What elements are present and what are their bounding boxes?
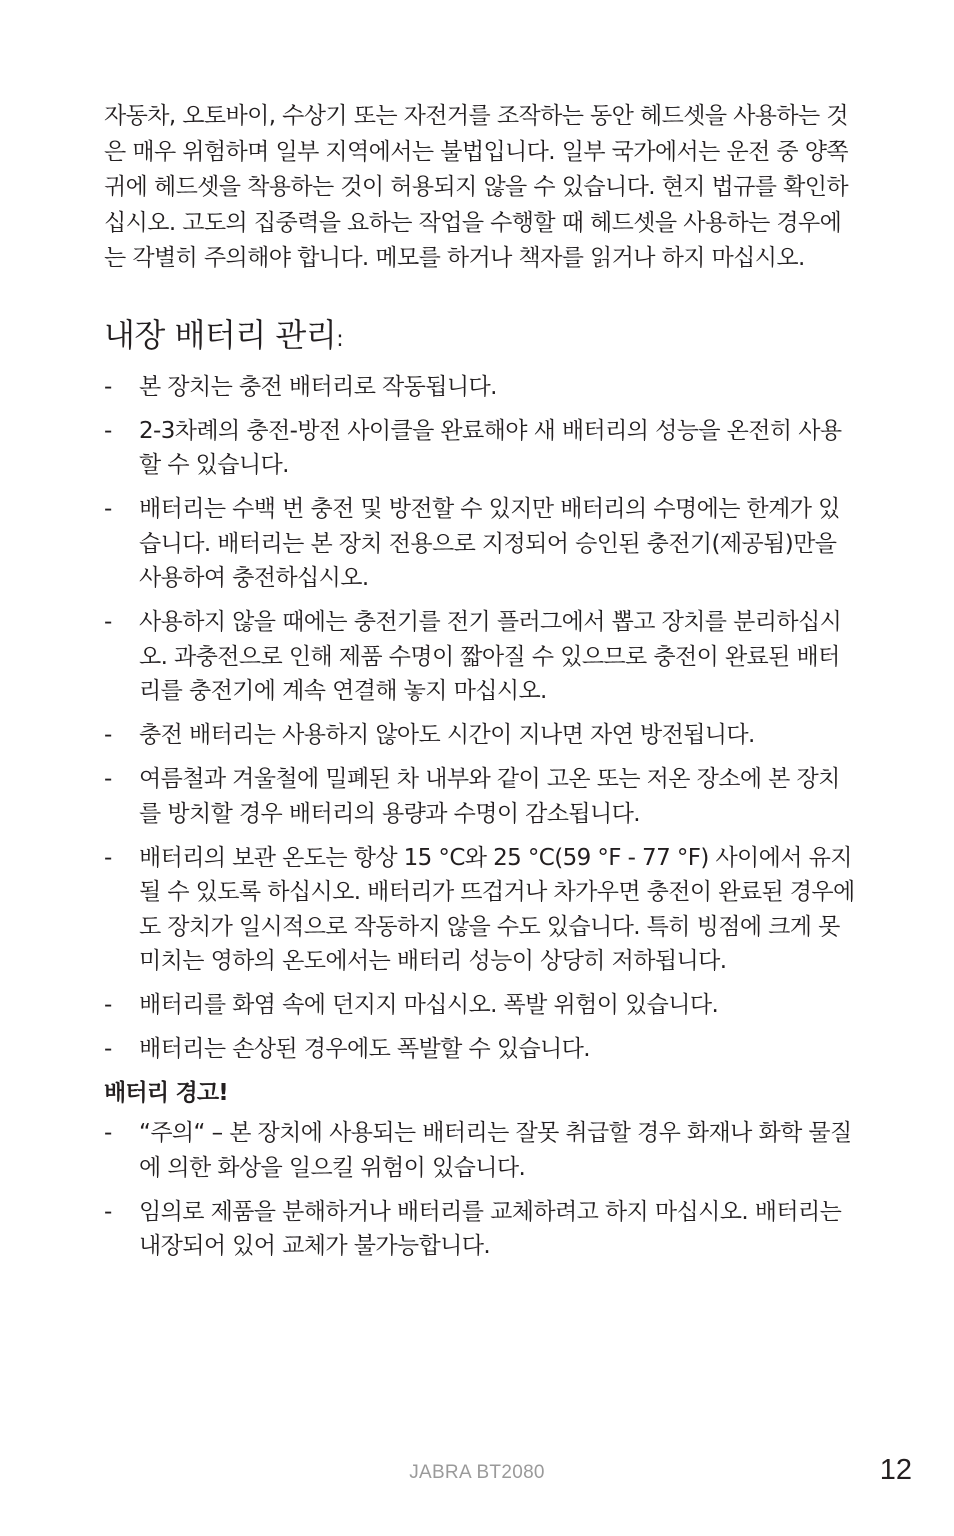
list-dash: - (104, 373, 112, 400)
list-dash: - (104, 1120, 112, 1146)
list-dash: - (104, 992, 112, 1018)
list-item (104, 605, 856, 709)
page-content (104, 99, 856, 1273)
battery-list (104, 370, 856, 1067)
list-item-text: 배터리는 손상된 경우에도 폭발할 수 있습니다. (139, 1036, 591, 1062)
list-item-text: 배터리는 수백 번 충전 및 방전할 수 있지만 배터리의 수명에는 한계가 있습니다. 배터리는 본 장치 전용으로 지정되어 승인된 충전기(제공됨)만을 사용하여 충전하십시오. (139, 496, 840, 591)
list-item-text: 본 장치는 충전 배터리로 작동됩니다. (139, 373, 497, 400)
list-item (104, 492, 856, 596)
section-title-text: 내장 배터리 관리 (104, 315, 337, 354)
footer-brand: JABRA BT2080 (409, 1462, 545, 1483)
list-item (104, 988, 856, 1023)
list-dash: - (104, 496, 112, 522)
list-dash: - (104, 722, 112, 748)
list-item-text: 2-3차례의 충전-방전 사이클을 완료해야 새 배터리의 성능을 온전히 사용할 수 있습니다. (139, 417, 842, 478)
warning-title: 배터리 경고! (104, 1080, 228, 1106)
list-item-text: 배터리의 보관 온도는 항상 15 °C와 25 °C(59 °F - 77 °F) 사이에서 유지될 수 있도록 하십시오. 배터리가 뜨겁거나 차가우면 충전이 완료된 경우에도 장치가 일시적으로 작동하지 않을 수도 있습니다. 특히 빙점에 크게 못 미치는 영하의 온도에서는 배터리 성능이 상당히 저하됩니다. (139, 844, 855, 974)
page-number: 12 (879, 1454, 912, 1486)
list-item-text: 여름철과 겨울철에 밀폐된 차 내부와 같이 고온 또는 저온 장소에 본 장치를 방치할 경우 배터리의 용량과 수명이 감소됩니다. (139, 766, 840, 827)
list-item-text: 배터리를 화염 속에 던지지 마십시오. 폭발 위험이 있습니다. (139, 992, 719, 1018)
list-dash: - (104, 1198, 112, 1225)
list-item-text: 충전 배터리는 사용하지 않아도 시간이 지나면 자연 방전됩니다. (139, 722, 755, 748)
list-item-text: 임의로 제품을 분해하거나 배터리를 교체하려고 하지 마십시오. 배터리는 내장되어 있어 교체가 불가능합니다. (139, 1198, 842, 1259)
list-dash: - (104, 844, 112, 871)
list-item-text: 사용하지 않을 때에는 충전기를 전기 플러그에서 뽑고 장치를 분리하십시오. 과충전으로 인해 제품 수명이 짧아질 수 있으므로 충전이 완료된 배터리를 충전기에 계속 연결해 놓지 마십시오. (139, 609, 842, 704)
list-dash: - (104, 1036, 112, 1062)
list-dash: - (104, 417, 112, 444)
list-dash: - (104, 609, 112, 635)
list-item (104, 841, 856, 979)
list-dash: - (104, 766, 112, 792)
list-item (104, 762, 856, 831)
list-item (104, 1116, 856, 1185)
warning-list (104, 1116, 856, 1264)
list-item (104, 718, 856, 753)
list-item (104, 1195, 856, 1264)
list-item (104, 1032, 856, 1067)
section-title-colon: : (336, 326, 344, 352)
intro-paragraph: 자동차, 오토바이, 수상기 또는 자전거를 조작하는 동안 헤드셋을 사용하는 것은 매우 위험하며 일부 지역에서는 불법입니다. 일부 국가에서는 운전 중 양쪽 귀에 헤드셋을 착용하는 것이 허용되지 않을 수 있습니다. 현지 법규를 확인하십시오. 고도의 집중력을 요하는 작업을 수행할 때 헤드셋을 사용하는 경우에는 각별히 주의해야 합니다. 메모를 하거나 책자를 읽거나 하지 마십시오. (104, 103, 848, 271)
list-item-text: “주의“ – 본 장치에 사용되는 배터리는 잘못 취급할 경우 화재나 화학 물질에 의한 화상을 일으킬 위험이 있습니다. (139, 1120, 852, 1181)
list-item (104, 414, 856, 483)
list-item (104, 370, 856, 405)
section-title-battery (104, 313, 856, 362)
